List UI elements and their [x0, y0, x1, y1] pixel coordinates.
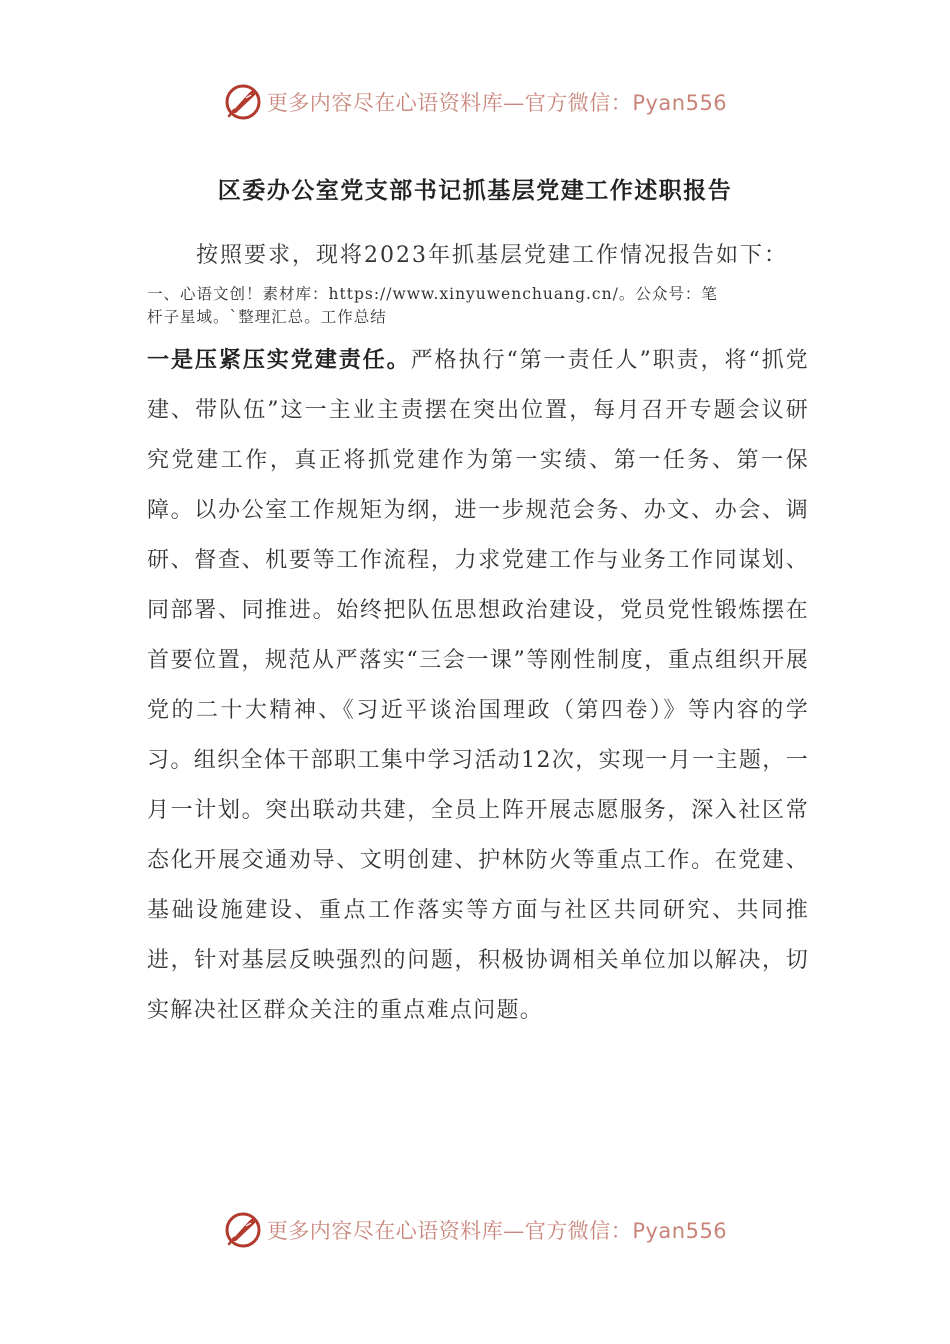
banner-text: 更多内容尽在心语资料库—官方微信：Pyan556	[266, 1219, 728, 1243]
document-title: 区委办公室党支部书记抓基层党建工作述职报告	[217, 177, 733, 204]
intro-paragraph: 按照要求，现将2023年抓基层党建工作情况报告如下：	[196, 243, 788, 268]
header-banner	[0, 80, 950, 124]
quill-pen-logo-icon	[223, 1210, 263, 1250]
section-1-lead: 一是压紧压实党建责任。	[147, 347, 411, 373]
source-note-line-1: 一、心语文创！素材库：https://www.xinyuwenchuang.cn/。公众号：笔	[147, 285, 718, 303]
section-1-paragraph	[147, 335, 809, 1036]
banner-wechat-handle: Pyan556	[632, 1219, 728, 1243]
footer-banner	[0, 1208, 950, 1252]
banner-text: 更多内容尽在心语资料库—官方微信：Pyan556	[266, 91, 728, 115]
source-note	[147, 283, 812, 329]
quill-pen-logo-icon	[223, 82, 263, 122]
source-note-line-2: 杆子星域。`整理汇总。工作总结	[147, 308, 387, 326]
banner-wechat-handle: Pyan556	[632, 91, 728, 115]
section-1-body: 严格执行“第一责任人”职责，将“抓党建、带队伍”这一主业主责摆在突出位置，每月召开专题会议研究党建工作，真正将抓党建作为第一实绩、第一任务、第一保障。以办公室工作规矩为纲，进一步规范会务、办文、办会、调研、督查、机要等工作流程，力求党建工作与业务工作同谋划、同部署、同推进。始终把队伍思想政治建设，党员党性锻炼摆在首要位置，规范从严落实“三会一课”等刚性制度，重点组织开展党的二十大精神、《习近平谈治国理政（第四卷）》等内容的学习。组织全体干部职工集中学习活动12次，实现一月一主题，一月一计划。突出联动共建，全员上阵开展志愿服务，深入社区常态化开展交通劝导、文明创建、护林防火等重点工作。在党建、基础设施建设、重点工作落实等方面与社区共同研究、共同推进，针对基层反映强烈的问题，积极协调相关单位加以解决，切实解决社区群众关注的重点难点问题。	[147, 348, 809, 1023]
